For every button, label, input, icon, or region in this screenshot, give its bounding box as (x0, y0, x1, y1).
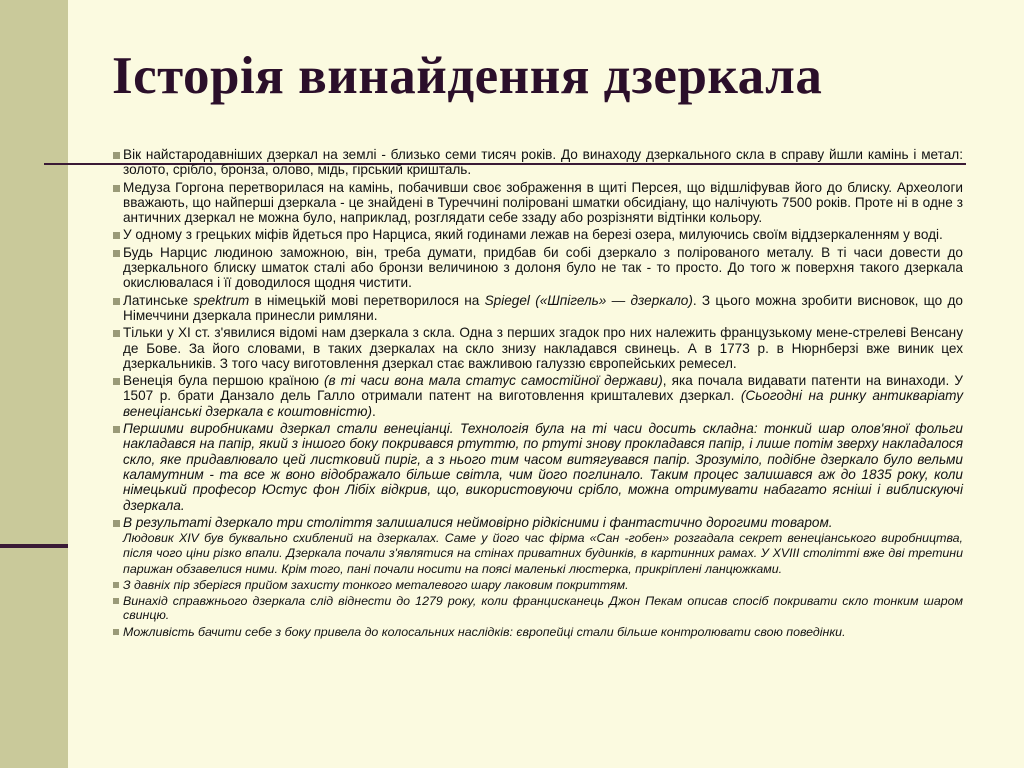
item-text-part: . (372, 403, 376, 419)
list-item (113, 180, 963, 226)
sidebar-divider (0, 544, 68, 548)
list-item (113, 293, 963, 324)
square-bullet-icon (113, 298, 120, 305)
list-item (113, 373, 963, 419)
list-item (113, 147, 963, 178)
sidebar-band (0, 0, 68, 768)
item-text-part: . З цього можна зробити висновок, що до Німеччини дзеркала принесли римляни. (123, 292, 963, 323)
item-text: З давніх пір зберігся прийом захисту тонкого металевого шару лаковим покриттям. (123, 578, 629, 593)
page-title: Історія винайдення дзеркала (112, 47, 823, 105)
square-bullet-icon (113, 232, 120, 239)
item-text: Вік найстародавніших дзеркал на землі - близько семи тисяч років. До винаходу дзеркального скла в справу йшли камінь і метал: золото, срібло, бронза, олово, мідь, гірський кришталь. (123, 147, 963, 178)
square-bullet-icon (113, 378, 120, 385)
list-item (113, 227, 963, 242)
square-bullet-icon (113, 629, 119, 635)
item-italic-part: spektrum (193, 292, 250, 308)
item-text: Медуза Горгона перетворилася на камінь, побачивши своє зображення в щиті Персея, що відшліфував його до блиску. Археологи вважають, що найперші дзеркала - це знайдені в Туреччині поліровані шматки обсидіану, що налічують 7500 років. Проте ні в одне з античних дзеркал не можна було, наприклад, розглядати себе ззаду або розрізняти відтінки кольору. (123, 179, 963, 226)
square-bullet-icon (113, 426, 120, 433)
item-text-part: , яка почала видавати патенти на винаходи. У 1507 р. брати Данзало дель Галло отримали патент на виготовлення кришталевих дзеркал. (123, 373, 963, 404)
item-text: Будь Нарцис людиною заможною, він, треба думати, придбав би собі дзеркало з полірованого металу. В ті часи довести до дзеркального блиску шматок сталі або бронзи величиною з долоня було не так - то просто. До того ж поверхня такого дзеркала окислювалася і її доводилося щодня чистити. (123, 244, 963, 291)
item-lead-text: В результаті дзеркало три століття залишалися неймовірно рідкісними і фантастично дорогими товаром. (123, 514, 833, 530)
item-text: Тільки у XI ст. з'явилися відомі нам дзеркала з скла. Одна з перших згадок про них належить французькому мене-стрелеві Венсану де Бове. За його словами, в таких дзеркалах на скло знизу накладався свинець. А в 1773 р. в Нюрнберзі вже виник цех дзеркальників. З того часу виготовлення дзеркал стає важливою галуззю європейських ремесел. (123, 325, 963, 371)
list-item (113, 594, 963, 622)
list-item (113, 245, 963, 291)
square-bullet-icon (113, 598, 119, 604)
list-item (113, 515, 963, 576)
square-bullet-icon (113, 250, 120, 257)
list-item (113, 325, 963, 371)
item-text: Людовик XIV був буквально схиблений на дзеркалах. Саме у його час фірма «Сан -гобен» розгадала секрет венеціанського виробництва, після чого ціни різко впали. Дзеркала почали з'являтися на стінах приватних будинків, в картинних рамах. У XVIII столітті вже дві третини парижан обзавелися ними. Крім того, пані почали носити на поясі маленькі люстерка, прикріплені ланцюжками. (123, 531, 963, 576)
square-bullet-icon (113, 152, 120, 159)
list-item (113, 578, 963, 592)
item-italic-part: Spiegel («Шпігель» — дзеркало) (484, 292, 693, 308)
item-text: Можливість бачити себе з боку привела до колосальних наслідків: європейці стали більше контролювати свою поведінки. (123, 624, 846, 639)
square-bullet-icon (113, 520, 120, 527)
item-text-part: Латинське (123, 292, 194, 308)
item-text-part: в німецькій мові перетворилося на (249, 292, 485, 308)
list-item (113, 625, 963, 639)
item-italic-part: (Сьогодні на ринку антикваріату венеціанські дзеркала є коштовністю) (123, 388, 963, 419)
item-italic-part: (в ті часи вона мала статус самостійної держави) (324, 373, 663, 389)
square-bullet-icon (113, 582, 119, 588)
item-text: У одному з грецьких міфів йдеться про Нарциса, який годинами лежав на березі озера, милуючись своїм віддзеркаленням у воді. (123, 227, 943, 243)
square-bullet-icon (113, 330, 120, 337)
list-item (113, 421, 963, 513)
item-text: Винахід справжнього дзеркала слід віднести до 1279 року, коли францисканець Джон Пекам описав спосіб покривати скло тонким шаром свинцю. (123, 594, 963, 623)
bullet-list (113, 147, 963, 641)
item-text: Першими виробниками дзеркал стали венеціанці. Технологія була на ті часи досить складна: тонкий шар олов'яної фольги накладався на папір, який з іншого боку покривався ртуттю, по ртуті знову прокладався папір, і лише потім зверху накладалося скло, яке придавлювало цей листковий пиріг, а з нього тим часом витягувався папір. Зрозуміло, подібне дзеркало було вельми каламутним - та все ж воно відображало більше світла, чим його поглинало. Таким процес залишався аж до 1835 року, коли німецький професор Юстус фон Лібіх відкрив, що, використовуючи срібло, можна отримувати набагато ясніші і виблискуючі дзеркала. (123, 421, 963, 513)
item-text-part: Венеція була першою країною (123, 373, 325, 389)
square-bullet-icon (113, 185, 120, 192)
